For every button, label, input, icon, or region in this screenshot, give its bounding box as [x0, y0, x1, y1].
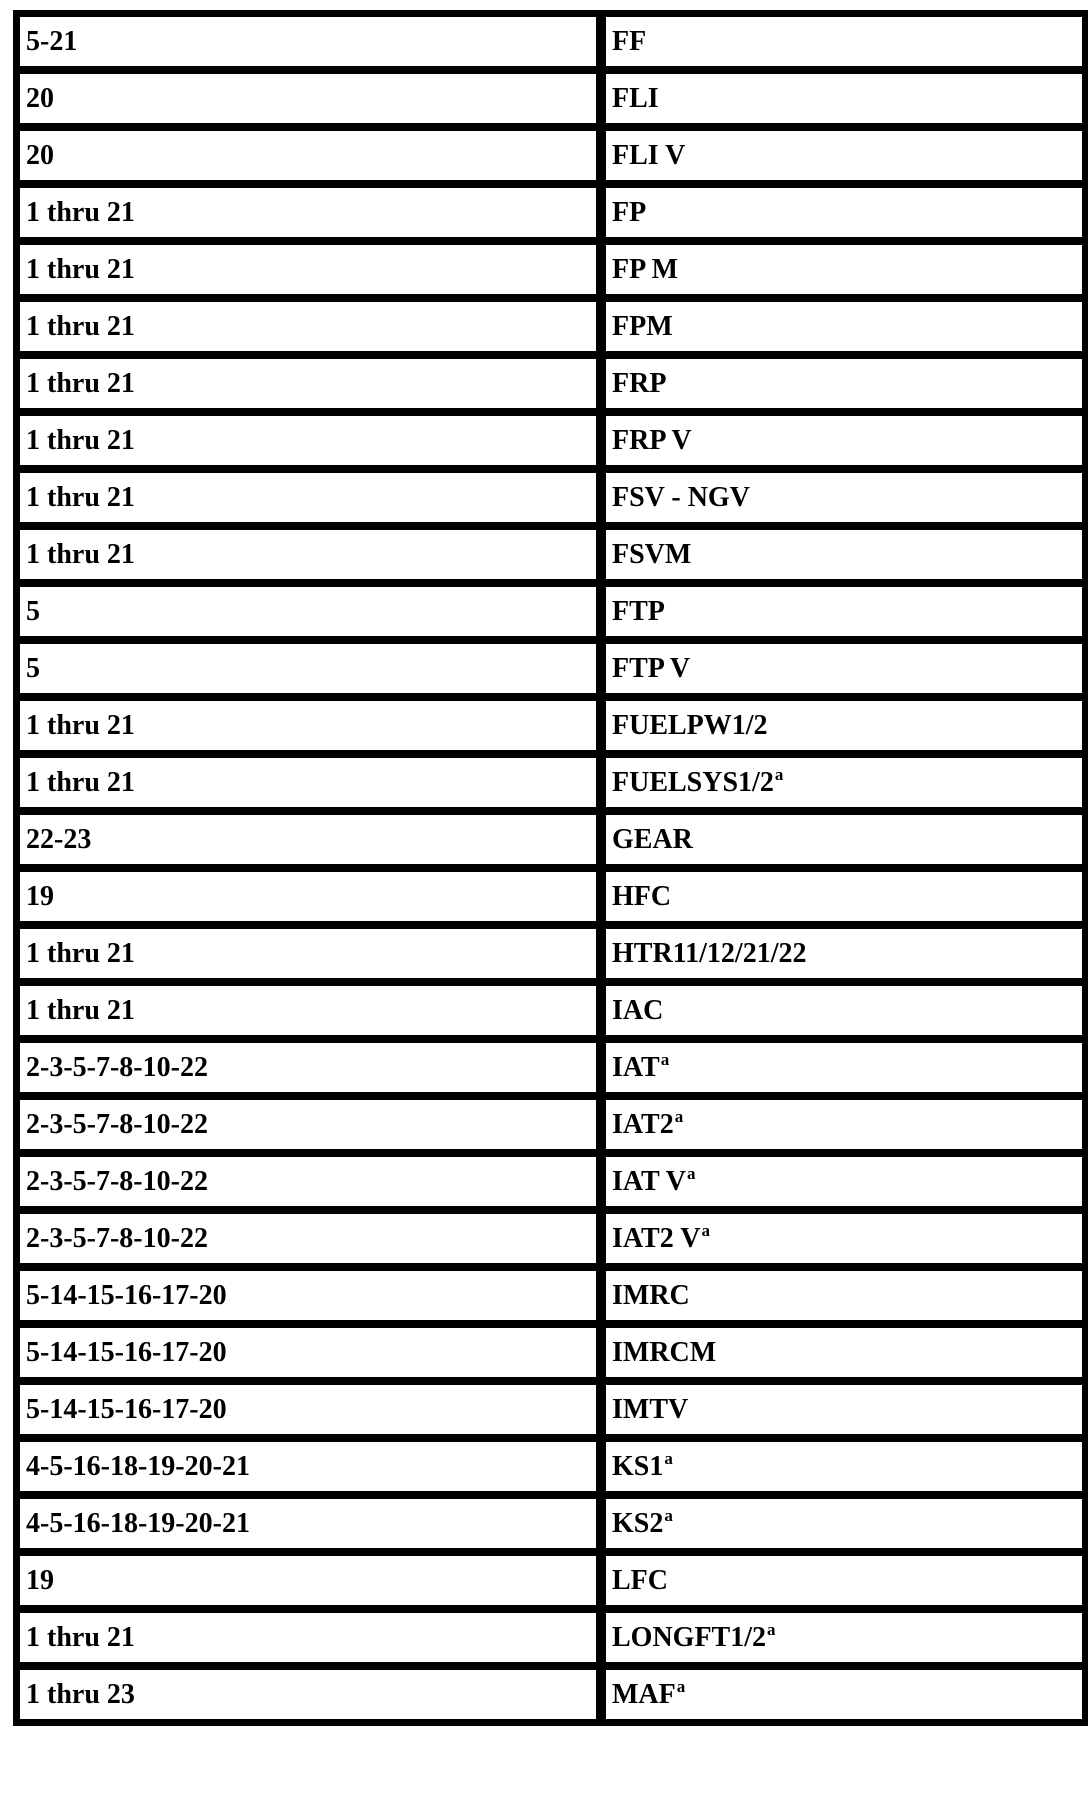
- footnote-marker: a: [664, 1506, 673, 1526]
- parameter-name: KS2: [612, 1507, 664, 1539]
- parameter-name: IAT2 V: [612, 1222, 701, 1254]
- parameter-name: LFC: [612, 1564, 668, 1596]
- parameter-table: [13, 10, 1088, 1726]
- parameter-cell: [599, 1551, 1085, 1608]
- parameter-cell: [599, 810, 1085, 867]
- parameter-cell: [599, 183, 1085, 240]
- range-cell: 1 thru 21: [17, 1608, 599, 1665]
- parameter-name: IAC: [612, 994, 664, 1026]
- range-cell: 19: [17, 1551, 599, 1608]
- range-cell: 5-14-15-16-17-20: [17, 1266, 599, 1323]
- footnote-marker: a: [674, 1107, 684, 1127]
- parameter-cell: [599, 411, 1085, 468]
- range-cell: 1 thru 21: [17, 753, 599, 810]
- parameter-name: FSVM: [612, 538, 692, 570]
- parameter-cell: [599, 867, 1085, 924]
- parameter-name: IAT: [612, 1051, 660, 1083]
- range-cell: 2-3-5-7-8-10-22: [17, 1209, 599, 1266]
- range-cell: 19: [17, 867, 599, 924]
- parameter-name: IMTV: [612, 1393, 689, 1425]
- range-cell: 20: [17, 69, 599, 126]
- range-cell: 4-5-16-18-19-20-21: [17, 1437, 599, 1494]
- table-body: [17, 14, 1085, 1722]
- table-row: [17, 69, 1085, 126]
- table-row: [17, 525, 1085, 582]
- table-row: [17, 1665, 1085, 1722]
- table-row: [17, 183, 1085, 240]
- range-cell: 2-3-5-7-8-10-22: [17, 1152, 599, 1209]
- parameter-name: IMRC: [612, 1279, 690, 1311]
- parameter-cell: [599, 1038, 1085, 1095]
- parameter-name: IAT V: [612, 1165, 686, 1197]
- parameter-cell: [599, 240, 1085, 297]
- parameter-name: FPM: [612, 310, 673, 342]
- parameter-name: FUELPW1/2: [612, 709, 768, 741]
- parameter-name: LONGFT1/2: [612, 1621, 767, 1653]
- range-cell: 5: [17, 639, 599, 696]
- footnote-marker: a: [767, 1620, 776, 1640]
- parameter-name: FF: [612, 25, 647, 57]
- parameter-name: HFC: [612, 880, 672, 912]
- table-row: [17, 126, 1085, 183]
- footnote-marker: a: [774, 765, 784, 785]
- table-row: [17, 1323, 1085, 1380]
- table-row: [17, 1380, 1085, 1437]
- parameter-name: KS1: [612, 1450, 664, 1482]
- table-row: [17, 924, 1085, 981]
- parameter-cell: [599, 69, 1085, 126]
- parameter-name: IAT2: [612, 1108, 674, 1140]
- parameter-cell: [599, 14, 1085, 69]
- table-row: [17, 1038, 1085, 1095]
- parameter-cell: [599, 468, 1085, 525]
- table-row: [17, 1095, 1085, 1152]
- parameter-cell: [599, 354, 1085, 411]
- parameter-cell: [599, 582, 1085, 639]
- range-cell: 1 thru 21: [17, 411, 599, 468]
- parameter-cell: [599, 696, 1085, 753]
- range-cell: 2-3-5-7-8-10-22: [17, 1038, 599, 1095]
- parameter-name: FRP: [612, 367, 667, 399]
- table-row: [17, 411, 1085, 468]
- parameter-cell: [599, 1152, 1085, 1209]
- parameter-cell: [599, 981, 1085, 1038]
- table-row: [17, 1494, 1085, 1551]
- range-cell: 1 thru 21: [17, 696, 599, 753]
- range-cell: 2-3-5-7-8-10-22: [17, 1095, 599, 1152]
- range-cell: 1 thru 21: [17, 924, 599, 981]
- table-row: [17, 639, 1085, 696]
- range-cell: 1 thru 21: [17, 354, 599, 411]
- parameter-cell: [599, 297, 1085, 354]
- parameter-cell: [599, 753, 1085, 810]
- range-cell: 1 thru 21: [17, 468, 599, 525]
- parameter-cell: [599, 639, 1085, 696]
- range-cell: 5-21: [17, 14, 599, 69]
- footnote-marker: a: [660, 1050, 670, 1070]
- parameter-cell: [599, 525, 1085, 582]
- footnote-marker: a: [686, 1164, 696, 1184]
- table-row: [17, 1209, 1085, 1266]
- range-cell: 5-14-15-16-17-20: [17, 1323, 599, 1380]
- parameter-cell: [599, 1608, 1085, 1665]
- range-cell: 20: [17, 126, 599, 183]
- table-row: [17, 981, 1085, 1038]
- range-cell: 1 thru 21: [17, 240, 599, 297]
- table-row: [17, 354, 1085, 411]
- table-row: [17, 1152, 1085, 1209]
- footnote-marker: a: [701, 1221, 710, 1241]
- parameter-name: MAF: [612, 1678, 676, 1710]
- parameter-cell: [599, 126, 1085, 183]
- parameter-name: FTP V: [612, 652, 691, 684]
- range-cell: 5-14-15-16-17-20: [17, 1380, 599, 1437]
- parameter-name: IMRCM: [612, 1336, 717, 1368]
- table-row: [17, 810, 1085, 867]
- parameter-cell: [599, 1323, 1085, 1380]
- table-row: [17, 468, 1085, 525]
- footnote-marker: a: [676, 1677, 686, 1697]
- table-row: [17, 240, 1085, 297]
- range-cell: 5: [17, 582, 599, 639]
- parameter-cell: [599, 1665, 1085, 1722]
- parameter-cell: [599, 924, 1085, 981]
- parameter-name: FLI V: [612, 139, 686, 171]
- range-cell: 22-23: [17, 810, 599, 867]
- table-row: [17, 14, 1085, 69]
- parameter-cell: [599, 1266, 1085, 1323]
- parameter-name: FLI: [612, 82, 659, 114]
- table-row: [17, 1437, 1085, 1494]
- parameter-cell: [599, 1209, 1085, 1266]
- range-cell: 1 thru 21: [17, 981, 599, 1038]
- range-cell: 1 thru 21: [17, 183, 599, 240]
- table-row: [17, 297, 1085, 354]
- table-row: [17, 1266, 1085, 1323]
- table-row: [17, 1551, 1085, 1608]
- table-row: [17, 867, 1085, 924]
- parameter-cell: [599, 1494, 1085, 1551]
- table-row: [17, 696, 1085, 753]
- parameter-name: HTR11/12/21/22: [612, 937, 807, 969]
- parameter-cell: [599, 1437, 1085, 1494]
- parameter-cell: [599, 1095, 1085, 1152]
- parameter-cell: [599, 1380, 1085, 1437]
- table-row: [17, 753, 1085, 810]
- range-cell: 4-5-16-18-19-20-21: [17, 1494, 599, 1551]
- parameter-name: FUELSYS1/2: [612, 766, 774, 798]
- footnote-marker: a: [664, 1449, 673, 1469]
- table-row: [17, 582, 1085, 639]
- range-cell: 1 thru 21: [17, 525, 599, 582]
- parameter-name: FSV - NGV: [612, 481, 750, 513]
- parameter-name: FP: [612, 196, 647, 228]
- parameter-name: FP M: [612, 253, 679, 285]
- parameter-name: GEAR: [612, 823, 693, 855]
- parameter-name: FTP: [612, 595, 665, 627]
- range-cell: 1 thru 21: [17, 297, 599, 354]
- parameter-name: FRP V: [612, 424, 692, 456]
- table-row: [17, 1608, 1085, 1665]
- range-cell: 1 thru 23: [17, 1665, 599, 1722]
